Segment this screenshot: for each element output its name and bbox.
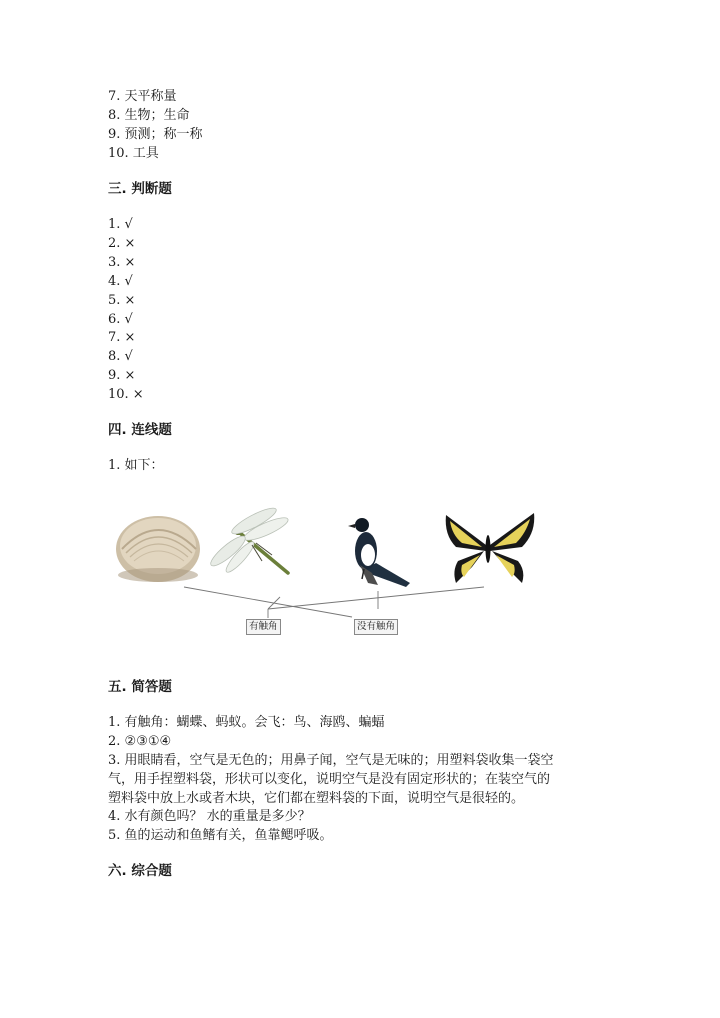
section-heading-short-answer: 五. 简答题 <box>108 679 172 695</box>
judgement-answer: 1. √ <box>108 217 133 232</box>
label-has-antennae: 有触角 <box>246 619 281 635</box>
short-answer-line: 3. 用眼睛看，空气是无色的；用鼻子闻，空气是无味的；用塑料袋收集一袋空 <box>108 753 554 768</box>
answer-line: 7. 天平称量 <box>108 89 177 104</box>
butterfly-image <box>446 513 535 583</box>
judgement-answer: 10. × <box>108 387 144 402</box>
magpie-image <box>348 518 410 587</box>
judgement-answer: 9. × <box>108 368 136 383</box>
matching-lines <box>184 587 484 618</box>
judgement-answer: 3. × <box>108 255 136 270</box>
dragonfly-image <box>207 505 290 575</box>
short-answer-line: 2. ②③①④ <box>108 734 172 749</box>
judgement-answer: 6. √ <box>108 312 133 327</box>
matching-figure <box>112 505 552 640</box>
clam-image <box>116 516 200 582</box>
section-heading-judgement: 三. 判断题 <box>108 181 172 197</box>
short-answer-line: 气，用手捏塑料袋，形状可以变化，说明空气是没有固定形状的；在装空气的 <box>108 772 551 787</box>
answer-line: 9. 预测；称一称 <box>108 127 203 142</box>
judgement-answer: 7. × <box>108 330 136 345</box>
section-heading-matching: 四. 连线题 <box>108 422 172 438</box>
judgement-answer: 8. √ <box>108 349 133 364</box>
matching-answer: 1. 如下： <box>108 458 164 473</box>
short-answer-line: 5. 鱼的运动和鱼鳍有关，鱼靠鳃呼吸。 <box>108 828 333 843</box>
section-heading-comprehensive: 六. 综合题 <box>108 863 172 879</box>
short-answer-line: 1. 有触角：蝴蝶、蚂蚁。会飞：鸟、海鸥、蝙蝠 <box>108 715 385 730</box>
judgement-answer: 4. √ <box>108 274 133 289</box>
label-no-antennae: 没有触角 <box>354 619 398 635</box>
short-answer-line: 4. 水有颜色吗？ 水的重量是多少？ <box>108 809 311 824</box>
judgement-answer: 5. × <box>108 293 136 308</box>
answer-line: 10. 工具 <box>108 146 159 161</box>
short-answer-line: 塑料袋中放上水或者木块，它们都在塑料袋的下面，说明空气是很轻的。 <box>108 791 525 806</box>
matching-illustration <box>112 505 552 640</box>
judgement-answer: 2. × <box>108 236 136 251</box>
answer-line: 8. 生物；生命 <box>108 108 190 123</box>
